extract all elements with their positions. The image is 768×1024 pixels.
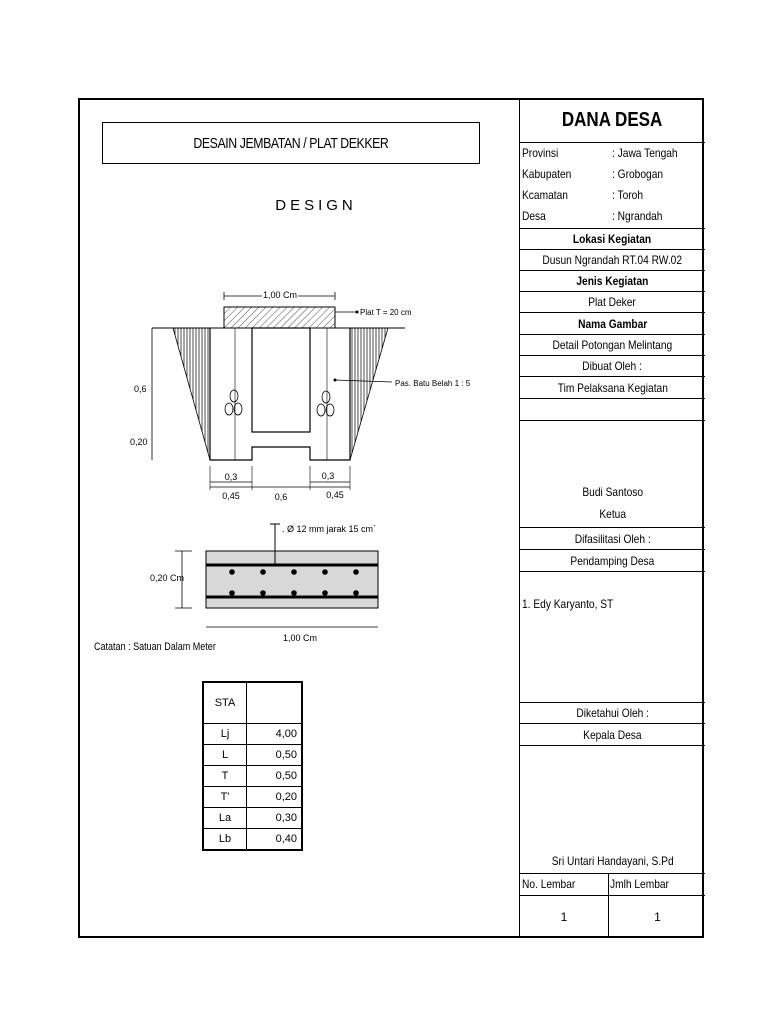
dim-right-small: 0,3 [321, 471, 335, 481]
nama-value: Detail Potongan Melintang [520, 335, 705, 356]
ketua-name: Budi Santoso [582, 485, 643, 499]
dim-mid: 0,6 [274, 492, 288, 502]
pendamping-name: 1. Edy Karyanto, ST [522, 597, 614, 611]
culvert-opening [252, 328, 310, 432]
no-lembar-value: 1 [560, 910, 568, 924]
drawing-title: DESAIN JEMBATAN / PLAT DEKKER [102, 122, 480, 164]
info-kecamatan: Kcamatan : Toroh [522, 188, 643, 202]
cross-section-drawing [0, 0, 519, 700]
soil-right [350, 328, 388, 460]
kepala-name: Sri Untari Handayani, S.Pd [551, 854, 674, 868]
plat-label: Plat T = 20 cm [360, 308, 412, 317]
pendamping-block [520, 572, 705, 703]
dim-left-small: 0,3 [224, 472, 238, 482]
dim-h1: 0,6 [134, 384, 147, 394]
sta-table [202, 681, 303, 851]
ketua-block [520, 421, 705, 528]
sta-header: STA [203, 682, 247, 724]
slab-width: 1,00 Cm [282, 633, 318, 643]
dibuat-label: Dibuat Oleh : [520, 356, 705, 377]
table-row: T 0,50 [203, 766, 302, 787]
jenis-label: Jenis Kegiatan [520, 271, 705, 292]
no-lembar-label: No. Lembar [522, 877, 576, 891]
dim-h2: 0,20 [130, 437, 148, 447]
rebar-label: . Ø 12 mm jarak 15 cm` [282, 524, 377, 534]
stone-symbol-left [225, 390, 242, 415]
deck-slab [224, 307, 335, 328]
diketahui-value: Kepala Desa [520, 724, 705, 746]
ketua-role: Ketua [599, 507, 626, 521]
slab-section [206, 551, 378, 608]
jmlh-lembar-value: 1 [654, 910, 661, 924]
slab-thickness: 0,20 Cm [150, 573, 185, 583]
table-row: La 0,30 [203, 808, 302, 829]
masonry-label: Pas. Batu Belah 1 : 5 [395, 379, 471, 388]
dim-top-width: 1,00 Cm [262, 290, 298, 300]
panel-header: DANA DESA [520, 98, 705, 143]
lokasi-value: Dusun Ngrandah RT.04 RW.02 [520, 250, 705, 271]
soil-left [173, 328, 210, 460]
info-kabupaten: Kabupaten : Grobogan [522, 167, 664, 181]
note-text: Catatan : Satuan Dalam Meter [94, 641, 216, 653]
title-block [519, 98, 704, 938]
table-row: Lb 0,40 [203, 829, 302, 851]
difasilitasi-label: Difasilitasi Oleh : [520, 528, 705, 550]
kepala-block [520, 746, 705, 874]
design-label: DESIGN [275, 197, 357, 214]
stone-symbol-right [317, 391, 334, 416]
dim-left: 0,45 [222, 491, 240, 501]
difasilitasi-value: Pendamping Desa [520, 550, 705, 572]
table-row: Lj 4,00 [203, 724, 302, 745]
table-row: T' 0,20 [203, 787, 302, 808]
nama-label: Nama Gambar [520, 313, 705, 335]
diketahui-label: Diketahui Oleh : [520, 703, 705, 724]
dibuat-value: Tim Pelaksana Kegiatan [520, 377, 705, 399]
jmlh-lembar-label: Jmlh Lembar [610, 877, 669, 891]
lembar-header [520, 874, 705, 896]
table-row: L 0,50 [203, 745, 302, 766]
lokasi-label: Lokasi Kegiatan [520, 229, 705, 250]
info-provinsi: Provinsi : Jawa Tengah [522, 146, 678, 160]
dim-right: 0,45 [326, 490, 344, 500]
jenis-value: Plat Deker [520, 292, 705, 313]
info-desa: Desa : Ngrandah [522, 209, 663, 223]
